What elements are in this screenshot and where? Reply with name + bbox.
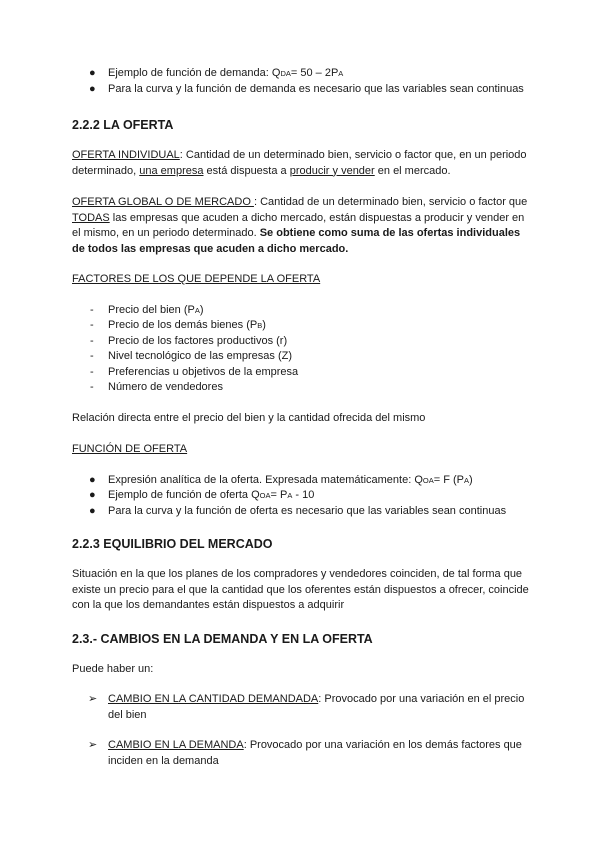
paragraph-global	[72, 195, 532, 257]
subscript: B	[257, 321, 263, 330]
dash-icon: -	[90, 381, 94, 393]
bold-text: Se obtiene como suma de las ofertas individuales de todos las empresas que acuden a dicho mercado.	[72, 227, 521, 255]
changes-list	[72, 692, 532, 769]
text: : Provocado por una variación en el precio del bien	[108, 693, 525, 721]
document-page	[72, 66, 532, 769]
text: = F (P	[433, 473, 464, 486]
arrow-bullet-icon: ➢	[88, 739, 98, 751]
text: Preferencias u objetivos de la empresa	[108, 365, 299, 378]
subscript: A	[287, 491, 293, 500]
text: )	[262, 319, 266, 331]
text: Para la curva y la función de oferta es necesario que las variables sean continuas	[108, 504, 507, 517]
dash-icon: -	[90, 319, 94, 331]
function-heading: FUNCIÓN DE OFERTA	[72, 443, 188, 455]
subscript: A	[464, 475, 470, 485]
bullet-icon: ●	[89, 82, 96, 95]
dash-icon: -	[90, 334, 94, 347]
text: Precio de los factores productivos (r)	[108, 334, 288, 347]
text: Precio de los demás bienes (P	[108, 319, 258, 331]
text: Expresión analítica de la oferta. Expresada matemáticamente: Q	[108, 473, 423, 486]
subscript: A	[194, 305, 200, 315]
bullet-icon: ●	[89, 473, 96, 486]
text: Nivel tecnológico de las empresas (Z)	[108, 350, 293, 362]
list-item	[72, 349, 532, 365]
list-item	[72, 82, 532, 98]
equilibrium-text: Situación en la que los planes de los compradores y vendedores coinciden, de tal forma que existe un precio para el que la cantidad que los oferentes están dispuestos a ofrecer, coincide con la que los demandantes están dispuestos a adquirir	[72, 568, 529, 611]
term-label: OFERTA INDIVIDUAL	[72, 149, 180, 161]
text: Número de vendedores	[108, 381, 223, 393]
demand-bullet-list	[72, 66, 532, 97]
factors-list	[72, 303, 532, 396]
term-label: CAMBIO EN LA DEMANDA	[108, 739, 244, 751]
subscript: OA	[259, 491, 271, 500]
text: Para la curva y la función de demanda es necesario que las variables sean continuas	[108, 82, 524, 95]
dash-icon: -	[90, 303, 94, 316]
text: )	[469, 473, 473, 486]
text: - 10	[292, 489, 315, 501]
list-item	[72, 318, 532, 334]
underlined-text: TODAS	[72, 211, 110, 224]
dash-icon: -	[90, 350, 94, 362]
dash-icon: -	[90, 365, 94, 378]
bullet-icon: ●	[89, 504, 96, 517]
section-title: 2.2.3 EQUILIBRIO DEL MERCADO	[72, 537, 273, 551]
text: las empresas que acuden a dicho mercado, están dispuestas a producir y vender en el mismo, en un periodo determinado.	[72, 211, 525, 239]
section-title: 2.2.2 LA OFERTA	[72, 118, 174, 132]
bullet-icon: ●	[89, 489, 96, 501]
text: : Cantidad de un determinado bien, servicio o factor que	[253, 196, 528, 208]
term-label: CAMBIO EN LA CANTIDAD DEMANDADA	[108, 693, 319, 705]
text: Ejemplo de función de demanda: Q	[108, 67, 281, 79]
subscript: DA	[280, 69, 291, 78]
paragraph-individual	[72, 148, 532, 179]
factors-heading: FACTORES DE LOS QUE DEPENDE LA OFERTA	[72, 273, 321, 285]
list-item	[72, 488, 532, 504]
function-bullet-list	[72, 473, 532, 520]
bullet-icon: ●	[89, 67, 96, 79]
list-item	[72, 365, 532, 381]
list-item	[72, 334, 532, 350]
text: : Provocado por una variación en los demás factores que inciden en la demanda	[108, 739, 522, 767]
underlined-text: una empresa	[139, 164, 204, 177]
text: en el mercado.	[374, 164, 451, 177]
list-item	[72, 66, 532, 82]
underlined-text: producir y vender	[289, 164, 375, 177]
subscript: A	[338, 69, 344, 78]
text: está dispuesta a	[203, 164, 290, 177]
subscript: OA	[422, 475, 434, 485]
list-item	[72, 380, 532, 396]
list-item	[72, 692, 532, 723]
intro-text: Puede haber un:	[72, 662, 154, 675]
text: = 50 – 2P	[290, 67, 339, 79]
text: Precio del bien (P	[108, 303, 195, 316]
list-item	[72, 473, 532, 489]
list-item	[72, 303, 532, 319]
term-label: OFERTA GLOBAL O DE MERCADO	[72, 196, 254, 208]
text: = P	[270, 489, 288, 501]
text: Ejemplo de función de oferta Q	[108, 489, 260, 501]
list-item	[72, 738, 532, 769]
relation-text: Relación directa entre el precio del bien y la cantidad ofrecida del mismo	[72, 411, 426, 424]
text: : Cantidad de un determinado bien, servicio o factor que, en un periodo determinado,	[72, 149, 527, 177]
list-item	[72, 504, 532, 520]
section-title: 2.3.- CAMBIOS EN LA DEMANDA Y EN LA OFERTA	[72, 631, 373, 646]
text: )	[199, 303, 204, 316]
arrow-bullet-icon: ➢	[88, 693, 98, 705]
